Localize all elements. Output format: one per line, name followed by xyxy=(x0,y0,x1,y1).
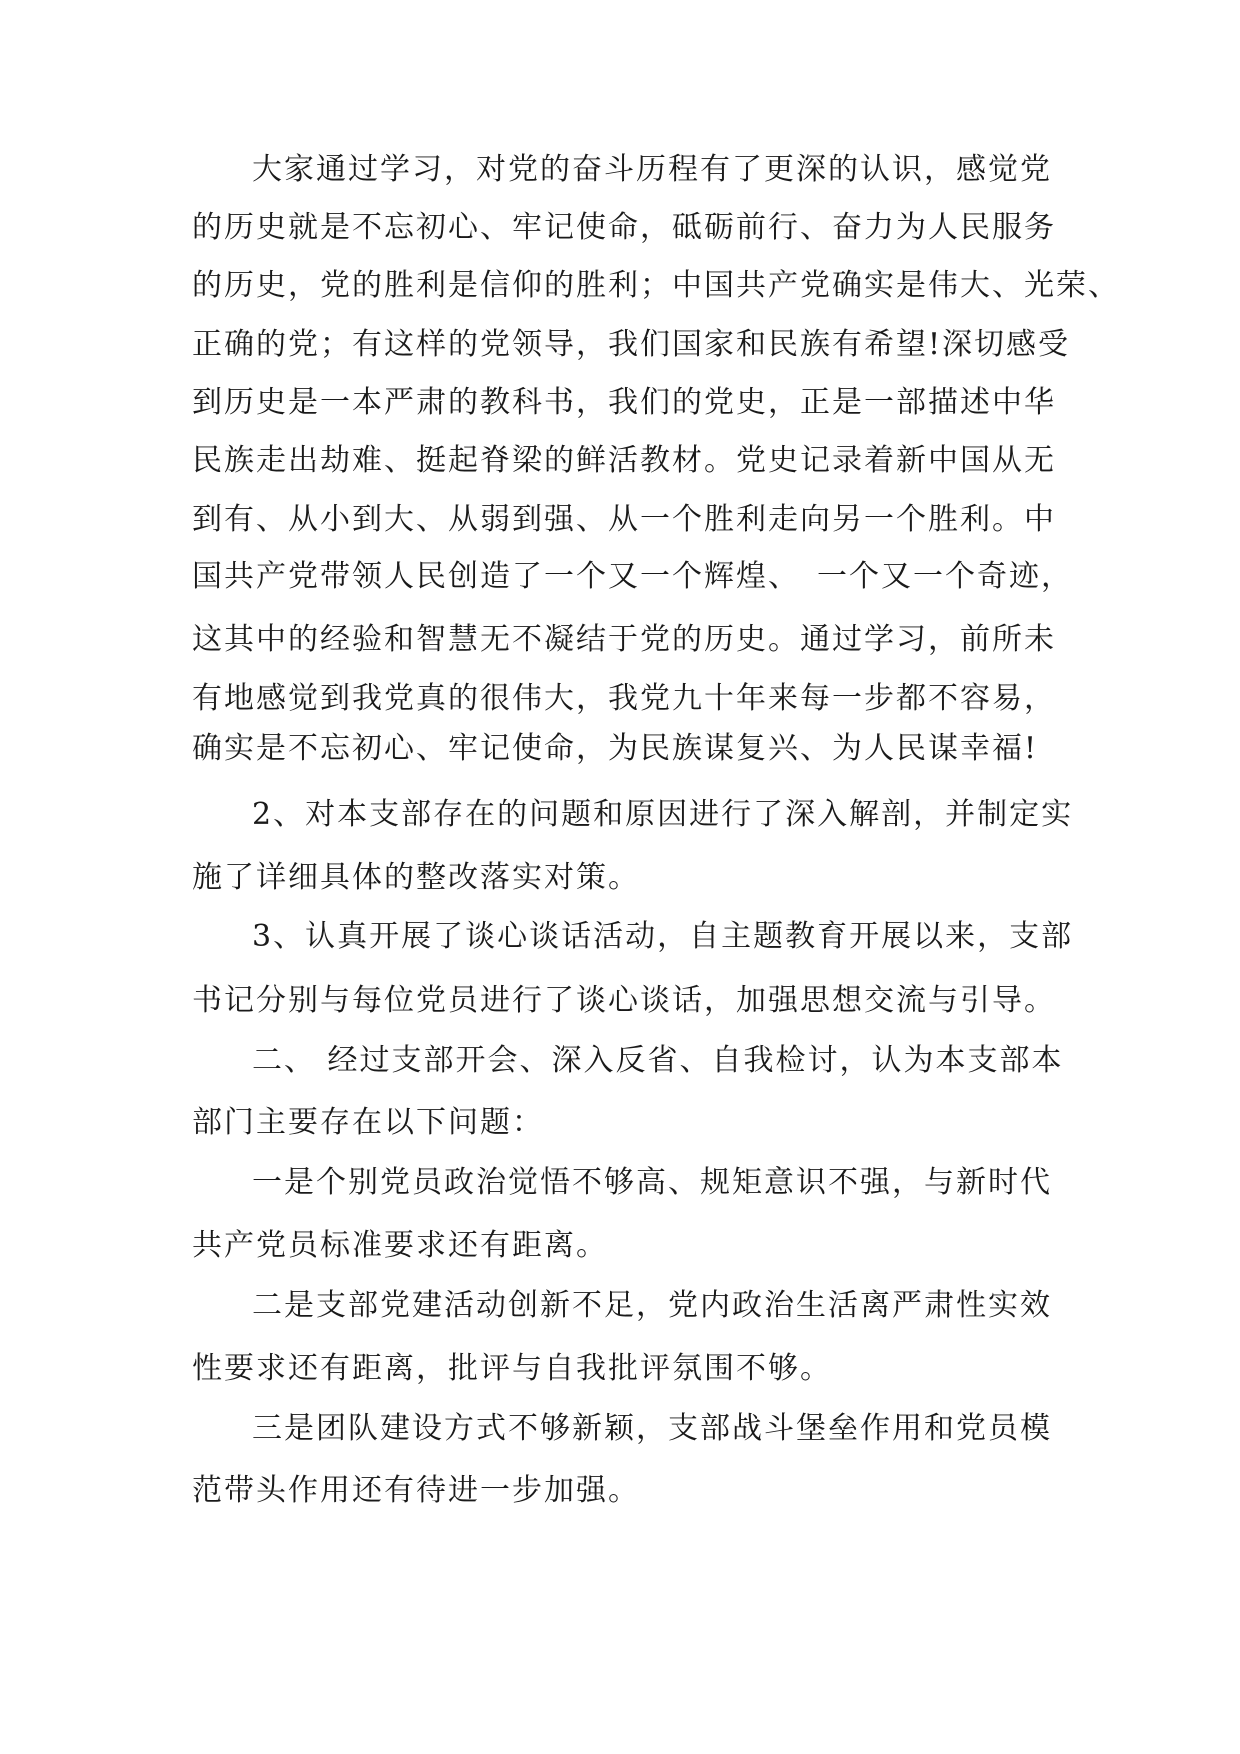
text-line: 民族走出劫难、挺起脊梁的鲜活教材。党史记录着新中国从无 xyxy=(192,443,1056,478)
text-line: 三是团队建设方式不够新颖，支部战斗堡垒作用和党员模 xyxy=(252,1411,1052,1446)
text-line: 3、认真开展了谈心谈话活动，自主题教育开展以来，支部 xyxy=(252,919,1074,954)
text-line: 到有、从小到大、从弱到强、从一个胜利走向另一个胜利。中 xyxy=(192,502,1056,537)
text-line: 大家通过学习，对党的奋斗历程有了更深的认识，感觉党 xyxy=(252,152,1052,187)
text-line: 书记分别与每位党员进行了谈心谈话，加强思想交流与引导。 xyxy=(192,983,1056,1018)
text-line: 正确的党；有这样的党领导，我们国家和民族有希望!深切感受 xyxy=(192,327,1071,362)
text-line: 的历史就是不忘初心、牢记使命，砥砺前行、奋力为人民服务 xyxy=(192,210,1056,245)
text-line: 二、 经过支部开会、深入反省、自我检讨，认为本支部本 xyxy=(252,1043,1064,1078)
text-line: 共产党员标准要求还有距离。 xyxy=(192,1228,608,1263)
text-line: 部门主要存在以下问题： xyxy=(192,1105,544,1140)
text-line: 一是个别党员政治觉悟不够高、规矩意识不强，与新时代 xyxy=(252,1165,1052,1200)
text-line: 国共产党带领人民创造了一个又一个辉煌、 一个又一个奇迹， xyxy=(192,559,1073,594)
text-line: 这其中的经验和智慧无不凝结于党的历史。通过学习，前所未 xyxy=(192,622,1056,657)
text-line: 二是支部党建活动创新不足，党内政治生活离严肃性实效 xyxy=(252,1288,1052,1323)
text-line: 到历史是一本严肃的教科书，我们的党史，正是一部描述中华 xyxy=(192,385,1056,420)
text-line: 范带头作用还有待进一步加强。 xyxy=(192,1473,640,1508)
text-line: 有地感觉到我党真的很伟大，我党九十年来每一步都不容易， xyxy=(192,681,1056,716)
text-line: 2、对本支部存在的问题和原因进行了深入解剖，并制定实 xyxy=(252,797,1074,832)
text-line: 施了详细具体的整改落实对策。 xyxy=(192,860,640,895)
text-line: 确实是不忘初心、牢记使命，为民族谋复兴、为人民谋幸福! xyxy=(192,731,1039,766)
text-line: 性要求还有距离，批评与自我批评氛围不够。 xyxy=(192,1351,832,1386)
text-line: 的历史，党的胜利是信仰的胜利；中国共产党确实是伟大、光荣、 xyxy=(192,268,1120,303)
